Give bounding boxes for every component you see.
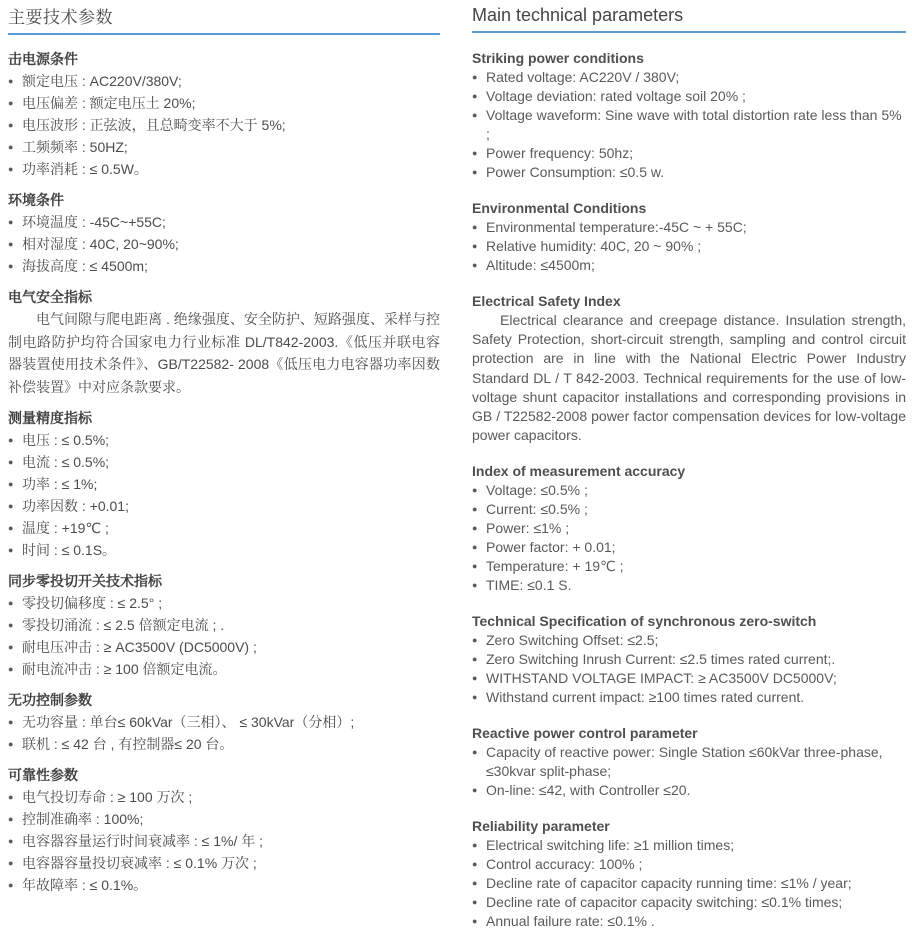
right-title-block [472,0,906,33]
bullet-icon: ● [8,858,14,868]
section-heading: 可靠性参数 [8,767,78,783]
bullet-icon: ● [472,148,478,158]
bullet-icon: ● [472,241,478,251]
bullet-text: Power Consumption: ≤0.5 w. [486,164,665,180]
section-paragraph: 电气间隙与爬电距离 . 绝缘强度、安全防护、短路强度、采样与控制电路防护均符合国家电力行业标准 DL/T842-2003.《低压并联电容器装置使用技术条件》、GB/T22582- 2008《低压电力电容器功率因数补偿装置》中对应条款要求。 [8,311,440,395]
bullet-text: 电容器容量运行时间衰减率 : ≤ 1%/ 年 ; [22,833,264,849]
bullet-icon: ● [472,504,478,515]
section-striking-power-conditions-en [472,49,906,182]
bullet-icon: ● [472,580,478,591]
bullet-icon: ● [472,561,478,572]
bullet-item [8,451,440,473]
bullet-icon: ● [472,110,478,120]
bullet-item [8,211,440,233]
bullet-icon: ● [472,72,478,82]
bullet-item [472,68,906,87]
bullet-item [472,163,906,182]
bullet-text: On-line: ≤42, with Controller ≤20. [486,782,691,799]
bullet-text: Zero Switching Inrush Current: ≤2.5 times rated current;. [486,651,836,668]
bullet-icon: ● [8,717,14,727]
bullet-text: 工频频率 : 50HZ; [22,139,128,155]
bullet-item [472,144,906,163]
bullet-item [472,87,906,106]
bullet-text: 电压波形 : 正弦波，且总畸变率不大于 5%; [22,117,286,133]
bullet-icon: ● [8,120,14,130]
bullet-icon: ● [472,673,478,684]
bullet-item [472,256,906,275]
bullet-icon: ● [8,545,14,555]
bullet-text: Decline rate of capacitor capacity running time: ≤1% / year; [486,875,852,892]
bullet-text: 联机 : ≤ 42 台 , 有控制器≤ 20 台。 [22,736,234,752]
bullet-icon: ● [472,485,478,496]
bullet-icon: ● [472,897,478,908]
bullet-icon: ● [472,859,478,870]
bullet-text: 海拔高度 : ≤ 4500m; [22,258,148,274]
section-heading: Reactive power control parameter [472,725,698,742]
title-underline [8,33,440,35]
bullet-icon: ● [8,792,14,802]
bullet-item [472,650,906,669]
bullet-icon: ● [472,654,478,665]
bullet-item [472,893,906,912]
bullet-text: Withstand current impact: ≥100 times rated current. [486,689,805,706]
bullet-text: 无功容量 : 单台≤ 60kVar（三相）、 ≤ 30kVar（分相）; [22,714,355,730]
right-column-english [472,0,906,931]
bullet-text: Environmental temperature:-45C ~ + 55C; [486,219,747,235]
bullet-item [8,830,440,852]
bullet-icon: ● [472,635,478,646]
section-reactive-power-control-zh [8,689,440,755]
bullet-icon: ● [472,692,478,703]
bullet-item [8,136,440,158]
bullet-text: Voltage: ≤0.5% ; [486,482,588,499]
section-power-supply-conditions-zh [8,48,440,180]
bullet-text: 额定电压 : AC220V/380V; [22,73,182,89]
bullet-text: Rated voltage: AC220V / 380V; [486,69,680,85]
page-title-en: Main technical parameters [472,5,684,25]
bullet-text: 功率消耗 : ≤ 0.5W。 [22,161,148,177]
section-heading: 击电源条件 [8,51,78,67]
bullet-icon: ● [8,664,14,674]
bullet-icon: ● [8,501,14,511]
bullet-item [472,688,906,707]
bullet-item [8,711,440,733]
bullet-item [8,592,440,614]
bullet-icon: ● [8,523,14,533]
bullet-item [472,912,906,931]
section-electrical-safety-index-en [472,292,906,445]
bullet-text: Temperature: + 19℃ ; [486,558,624,575]
bullet-text: 零投切涌流 : ≤ 2.5 倍额定电流 ; . [22,617,225,633]
bullet-text: 功率因数 : +0.01; [22,498,129,514]
bullet-text: 零投切偏移度 : ≤ 2.5° ; [22,595,163,611]
bullet-item [8,517,440,539]
bullet-icon: ● [8,642,14,652]
bullet-item [472,631,906,650]
bullet-icon: ● [472,840,478,851]
right-sections-container [472,49,906,931]
section-electrical-safety-index-zh [8,286,440,398]
bullet-icon: ● [8,880,14,890]
section-reliability-en [472,817,906,931]
bullet-text: Capacity of reactive power: Single Station ≤60kVar three-phase, ≤30kvar split-phase; [486,744,883,780]
bullet-item [8,70,440,92]
bullet-item [472,743,906,781]
bullet-text: Annual failure rate: ≤0.1% . [486,913,655,930]
section-measurement-accuracy-zh [8,407,440,561]
bullet-item [472,874,906,893]
bullet-text: Relative humidity: 40C, 20 ~ 90% ; [486,238,702,254]
bullet-item [472,557,906,576]
bullet-item [472,836,906,855]
bullet-icon: ● [8,739,14,749]
bullet-item [8,874,440,896]
left-column-chinese [8,0,440,896]
bullet-text: 电流 : ≤ 0.5%; [22,454,110,470]
bullet-text: Current: ≤0.5% ; [486,501,588,518]
bullet-text: Power frequency: 50hz; [486,145,634,161]
section-heading: Striking power conditions [472,50,644,66]
bullet-item [8,733,440,755]
bullet-icon: ● [472,222,478,232]
bullet-text: Power: ≤1% ; [486,520,570,537]
section-paragraph: Electrical clearance and creepage distance. Insulation strength, Safety Protection, short-circuit strength, sampling and control circuit protection are in line with the National Electric Power Industry Standard DL / T 842-2003. Technical requirements for the use of low-voltage shunt capacitor installations and corresponding provisions in GB / T22582-2008 power factor compensation devices for low-voltage power capacitors. [472,312,906,444]
bullet-item [472,106,906,144]
bullet-icon: ● [472,167,478,177]
bullet-icon: ● [8,261,14,271]
section-heading: 无功控制参数 [8,692,92,708]
bullet-icon: ● [472,878,478,889]
bullet-icon: ● [8,620,14,630]
bullet-icon: ● [472,747,478,758]
bullet-item [472,500,906,519]
bullet-text: 耐电压冲击 : ≥ AC3500V (DC5000V) ; [22,639,257,655]
bullet-icon: ● [8,98,14,108]
section-heading: Index of measurement accuracy [472,463,686,480]
bullet-text: 控制准确率 : 100%; [22,811,144,827]
bullet-item [472,669,906,688]
bullet-item [8,852,440,874]
bullet-item [8,429,440,451]
section-reactive-power-control-en [472,724,906,800]
bullet-icon: ● [8,76,14,86]
bullet-icon: ● [8,457,14,467]
bullet-item [8,255,440,277]
section-heading: 电气安全指标 [8,289,92,305]
bullet-text: 电压偏差 : 额定电压土 20%; [22,95,196,111]
section-environmental-conditions-en [472,199,906,275]
bullet-icon: ● [472,785,478,796]
bullet-item [8,158,440,180]
section-heading: Environmental Conditions [472,200,647,216]
bullet-icon: ● [8,479,14,489]
section-zero-switch-spec-en [472,612,906,707]
bullet-text: TIME: ≤0.1 S. [486,577,572,594]
bullet-text: 相对湿度 : 40C, 20~90%; [22,236,179,252]
bullet-icon: ● [8,142,14,152]
bullet-icon: ● [8,217,14,227]
section-heading: Electrical Safety Index [472,293,621,309]
bullet-icon: ● [8,814,14,824]
bullet-item [8,114,440,136]
bullet-text: Power factor: + 0.01; [486,539,616,556]
bullet-item [8,808,440,830]
bullet-text: 环境温度 : -45C~+55C; [22,214,166,230]
bullet-item [472,576,906,595]
bullet-item [472,781,906,800]
bullet-text: WITHSTAND VOLTAGE IMPACT: ≥ AC3500V DC5000V; [486,670,837,687]
bullet-item [8,658,440,680]
section-heading: 同步零投切开关技术指标 [8,573,162,589]
bullet-text: Decline rate of capacitor capacity switching: ≤0.1% times; [486,894,843,911]
bullet-text: Voltage waveform: Sine wave with total distortion rate less than 5% ; [486,107,902,142]
section-heading: Technical Specification of synchronous zero-switch [472,613,817,630]
bullet-item [472,218,906,237]
title-underline [472,31,906,33]
bullet-item [8,614,440,636]
bullet-icon: ● [472,542,478,553]
bullet-icon: ● [472,916,478,927]
bullet-icon: ● [8,435,14,445]
bullet-text: Zero Switching Offset: ≤2.5; [486,632,659,649]
bullet-text: 电容器容量投切衰减率 : ≤ 0.1% 万次 ; [22,855,257,871]
bullet-text: 时间 : ≤ 0.1S。 [22,542,117,558]
bullet-icon: ● [472,523,478,534]
bullet-icon: ● [8,836,14,846]
section-measurement-accuracy-en [472,462,906,595]
bullet-text: Control accuracy: 100% ; [486,856,643,873]
bullet-item [8,539,440,561]
bullet-text: 年故障率 : ≤ 0.1%。 [22,877,148,893]
bullet-icon: ● [472,91,478,101]
bullet-item [472,237,906,256]
bullet-item [8,233,440,255]
section-zero-switch-spec-zh [8,570,440,680]
left-sections-container [8,48,440,896]
bullet-icon: ● [472,260,478,270]
bullet-icon: ● [8,239,14,249]
section-heading: Reliability parameter [472,818,610,835]
bullet-item [472,519,906,538]
bullet-item [8,473,440,495]
bullet-item [8,636,440,658]
bullet-text: Altitude: ≤4500m; [486,257,595,273]
page-title-zh: 主要技术参数 [8,8,113,27]
bullet-text: 功率 : ≤ 1%; [22,476,98,492]
section-heading: 环境条件 [8,192,64,208]
section-environmental-conditions-zh [8,189,440,277]
bullet-item [472,855,906,874]
bullet-item [472,538,906,557]
bullet-icon: ● [8,164,14,174]
bullet-text: 电气投切寿命 : ≥ 100 万次 ; [22,789,193,805]
bullet-icon: ● [8,598,14,608]
bullet-text: 电压 : ≤ 0.5%; [22,432,110,448]
bullet-item [8,786,440,808]
bullet-text: 耐电流冲击 : ≥ 100 倍额定电流。 [22,661,227,677]
bullet-text: Voltage deviation: rated voltage soil 20% ; [486,88,746,104]
left-title-block [8,0,440,35]
section-heading: 测量精度指标 [8,410,92,426]
bullet-text: Electrical switching life: ≥1 million times; [486,837,735,854]
bullet-item [8,92,440,114]
section-reliability-zh [8,764,440,896]
bullet-item [472,481,906,500]
bullet-text: 温度 : +19℃ ; [22,520,109,536]
bullet-item [8,495,440,517]
